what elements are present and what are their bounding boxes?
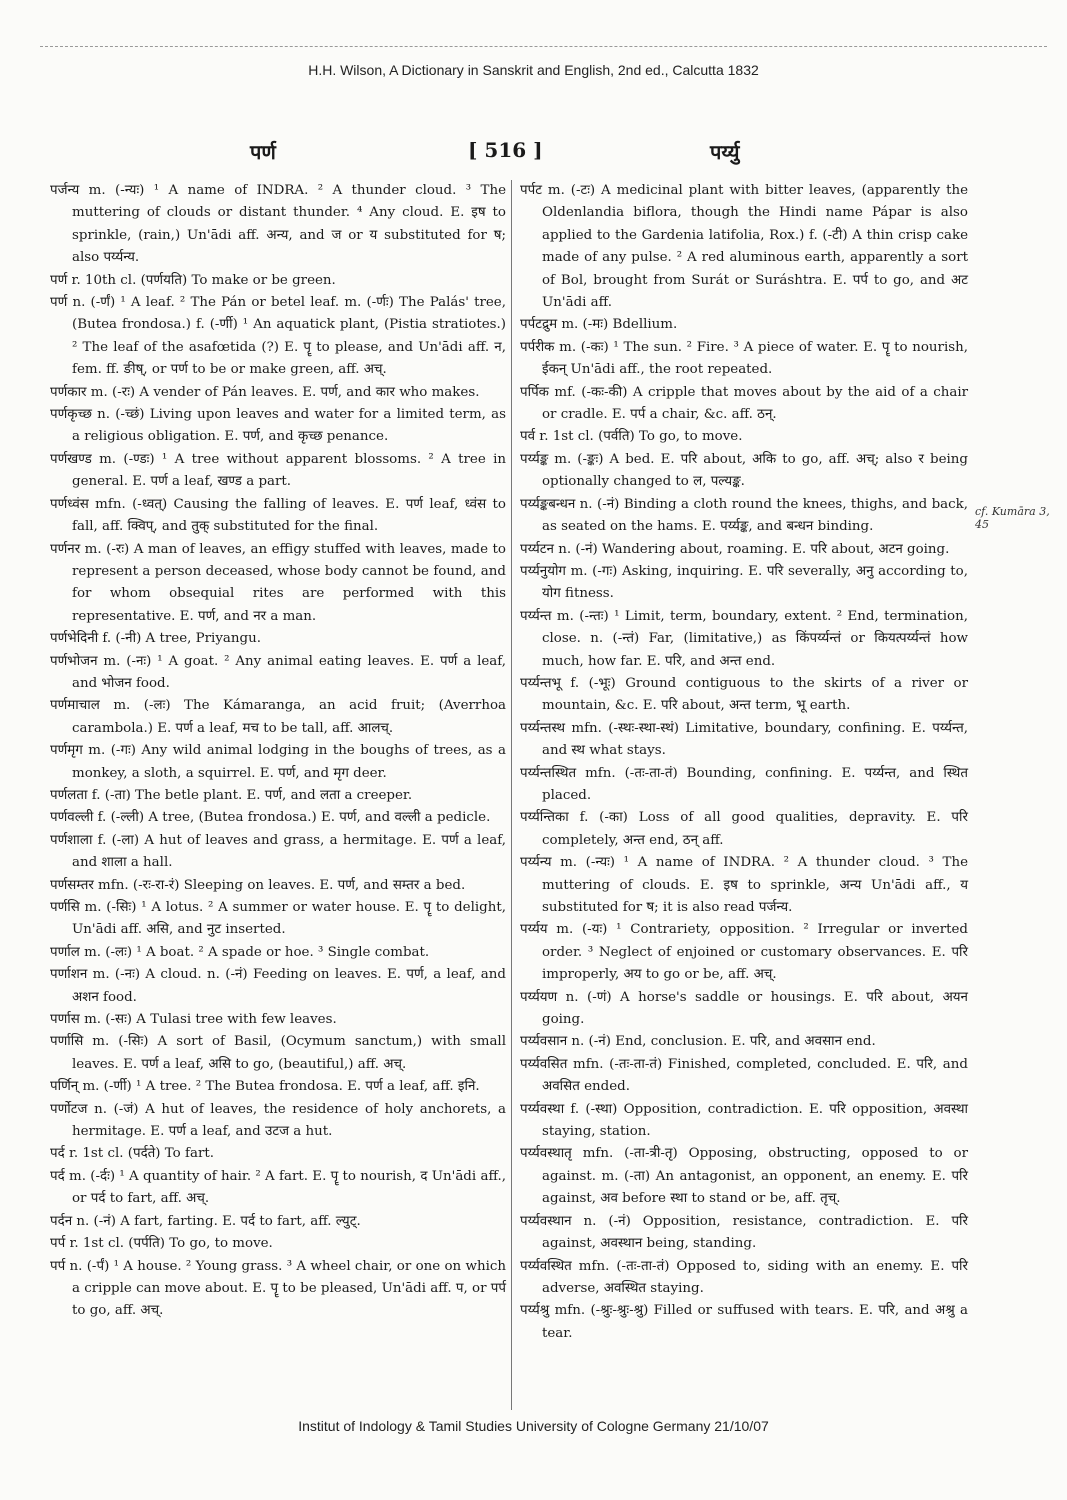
dictionary-entry: पर्य्यन्तस्थ mfn. (-स्थः-स्था-स्थं) Limitative, boundary, confining. E. पर्य्यन्त, and स्थ what stays. <box>520 720 968 759</box>
dictionary-entry: पर्परीक m. (-कः) ¹ The sun. ² Fire. ³ A piece of water. E. पॄ to nourish, ईकन् Un'ādi aff., the root repeated. <box>520 339 968 378</box>
right-column <box>520 180 968 1345</box>
dictionary-entry: पर्णध्वंस mfn. (-ध्वत्) Causing the falling of leaves. E. पर्ण leaf, ध्वंस to fall, aff. क्विप्, and तुक् substituted for the final. <box>50 496 506 535</box>
dictionary-entry: पर्य्यनुयोग m. (-गः) Asking, inquiring. E. परि severally, अनु according to, योग fitness. <box>520 563 968 602</box>
dictionary-entry: पर्णकृच्छ n. (-च्छं) Living upon leaves and water for a limited term, as a religious obligation. E. पर्ण, and कृच्छ penance. <box>50 407 506 445</box>
dictionary-entry: पर्पिक mf. (-कः-की) A cripple that moves about by the aid of a chair or cradle. E. पर्प a chair, &c. aff. ठन्. <box>520 384 968 423</box>
dictionary-entry: पर्य्यङ्कबन्धन n. (-नं) Binding a cloth round the knees, thighs, and back, as seated on the hams. E. पर्य्यङ्क, and बन्धन binding. <box>520 496 968 535</box>
dictionary-entry: पर्पटद्रुम m. (-मः) Bdellium. <box>520 317 678 333</box>
dictionary-entry: पर्य्यवस्था f. (-स्था) Opposition, contradiction. E. परि opposition, अवस्था staying, station. <box>520 1101 968 1140</box>
dictionary-entry: पर्य्ययण n. (-णं) A horse's saddle or housings. E. परि about, अयन going. <box>520 989 968 1028</box>
dictionary-entry: पर्णमृग m. (-गः) Any wild animal lodging in the boughs of trees, as a monkey, a sloth, a squirrel. E. पर्ण, and मृग deer. <box>50 743 506 781</box>
dictionary-entry: पर्ण n. (-र्णं) ¹ A leaf. ² The Pán or betel leaf. m. (-र्णः) The Palás' tree, (Butea frondosa.) f. (-र्णी) ¹ An aquatick plant, (Pistia stratiotes.) ² The leaf of the asafœtida (?) E. पॄ to please, and Un'ādi aff. न, fem. ff. ङीष्, or पर्ण to be or make green, aff. अच्. <box>50 295 506 378</box>
dictionary-entry: पर्णलता f. (-ता) The betle plant. E. पर्ण, and लता a creeper. <box>50 787 413 803</box>
dictionary-entry: पर्णसि m. (-सिः) ¹ A lotus. ² A summer or water house. E. पॄ to delight, Un'ādi aff. असि, and नुट inserted. <box>50 900 506 938</box>
dictionary-entry: पर्य्यश्रु mfn. (-श्रुः-श्रुः-श्रु) Filled or suffused with tears. E. परि, and अश्रु a tear. <box>520 1303 968 1341</box>
dictionary-entry: पर्णोटज n. (-जं) A hut of leaves, the residence of holy anchorets, a hermitage. E. पर्ण a leaf, and उटज a hut. <box>50 1101 506 1140</box>
dictionary-entry: पर्णासि m. (-सिः) A sort of Basil, (Ocymum sanctum,) with small leaves. E. पर्ण a leaf, असि to go, (beautiful,) aff. अच्. <box>50 1034 506 1072</box>
dictionary-entry: पर्णाशन m. (-नः) A cloud. n. (-नं) Feeding on leaves. E. पर्ण, a leaf, and अशन food. <box>50 967 506 1005</box>
footer-note: Institut of Indology & Tamil Studies University of Cologne Germany 21/10/07 <box>298 1418 769 1434</box>
dictionary-entry: पर्य्यन्तभू f. (-भूः) Ground contiguous to the skirts of a river or mountain, &c. E. परि about, अन्त term, भू earth. <box>520 675 968 714</box>
dictionary-entry: पर्णभोजन m. (-नः) ¹ A goat. ² Any animal eating leaves. E. पर्ण a leaf, and भोजन food. <box>50 653 506 691</box>
dictionary-entry: पर्य्यवसान n. (-नं) End, conclusion. E. परि, and अवसान end. <box>520 1034 876 1050</box>
dictionary-entry: पर्णाल m. (-लः) ¹ A boat. ² A spade or hoe. ³ Single combat. <box>50 944 430 960</box>
dictionary-entry: पर्णभेदिनी f. (-नी) A tree, Priyangu. <box>50 631 261 647</box>
dictionary-entry: पर्व r. 1st cl. (पर्वति) To go, to move. <box>520 429 743 445</box>
dictionary-entry: पर्प r. 1st cl. (पर्पति) To go, to move. <box>50 1236 273 1252</box>
dictionary-entry: पर्णमाचाल m. (-लः) The Kámaranga, an acid fruit; (Averrhoa carambola.) E. पर्ण a leaf, मच to be tall, aff. आलच्. <box>50 698 506 736</box>
dictionary-entry: पर्य्यटन n. (-नं) Wandering about, roaming. E. परि about, अटन going. <box>520 541 950 557</box>
source-note: H.H. Wilson, A Dictionary in Sanskrit and English, 2nd ed., Calcutta 1832 <box>308 62 759 78</box>
dictionary-entry: पर्द m. (-र्दः) ¹ A quantity of hair. ² A fart. E. पॄ to nourish, द Un'ādi aff., or पर्द to fart, aff. अच्. <box>50 1168 506 1207</box>
dictionary-entry: पर्प n. (-र्पं) ¹ A house. ² Young grass. ³ A wheel chair, or one on which a cripple can move about. E. पॄ to be pleased, Un'ādi aff. प, or पर्प to go, aff. अच्. <box>50 1258 506 1319</box>
dictionary-entry: पर्दन n. (-नं) A fart, farting. E. पर्द to fart, aff. ल्युट्. <box>50 1213 361 1229</box>
dictionary-entry: पर्य्यन्तिका f. (-का) Loss of all good qualities, depravity. E. परि completely, अन्त end, ठन् aff. <box>520 810 968 848</box>
dictionary-entry: पर्य्यवस्थान n. (-नं) Opposition, resistance, contradiction. E. परि against, अवस्थान being, standing. <box>520 1213 968 1252</box>
left-column <box>50 180 506 1323</box>
column-divider <box>511 180 512 1410</box>
dictionary-entry: पर्पट m. (-टः) A medicinal plant with bitter leaves, (apparently the Oldenlandia biflora, though the Hindi name Pápar is also applied to the Gardenia latifolia, Rox.) f. (-टी) A thin crisp cake made of any pulse. ² A red aluminous earth, apparently a sort of Bol, brought from Surát or Suráshtra. E. पर्प to go, and अट Un'ādi aff. <box>520 183 968 311</box>
dictionary-entry: पर्जन्य m. (-न्यः) ¹ A name of INDRA. ² A thunder cloud. ³ The muttering of clouds or distant thunder. ⁴ Any cloud. E. इष to sprinkle, (rain,) Un'ādi aff. अन्य, and ज or य substituted for ष; also पर्य्यन्य. <box>50 183 506 266</box>
dictionary-entry: पर्य्यवस्थातृ mfn. (-ता-त्री-तृ) Opposing, obstructing, opposed to or against. m. (-ता) An antagonist, an opponent, an enemy. E. परि against, अव before स्था to stand or be, aff. तृच्. <box>520 1146 968 1207</box>
dictionary-entry: पर्य्यवस्थित mfn. (-तः-ता-तं) Opposed to, siding with an enemy. E. परि adverse, अवस्थित staying. <box>520 1258 968 1296</box>
dictionary-entry: पर्य्यय m. (-यः) ¹ Contrariety, opposition. ² Irregular or inverted order. ³ Neglect of enjoined or customary observances. E. परि improperly, अय to go or be, aff. अच्. <box>520 922 968 983</box>
header-left-word: पर्ण <box>250 140 276 164</box>
scan-edge-line <box>40 46 1047 47</box>
dictionary-entry: पर्णवल्ली f. (-ल्ली) A tree, (Butea frondosa.) E. पर्ण, and वल्ली a pedicle. <box>50 810 491 826</box>
dictionary-entry: पर्ण r. 10th cl. (पर्णयति) To make or be green. <box>50 272 336 288</box>
dictionary-entry: पर्णिन् m. (-र्णी) ¹ A tree. ² The Butea frondosa. E. पर्ण a leaf, aff. इनि. <box>50 1079 480 1095</box>
dictionary-entry: पर्णखण्ड m. (-ण्डः) ¹ A tree without apparent blossoms. ² A tree in general. E. पर्ण a leaf, खण्ड a part. <box>50 451 506 490</box>
dictionary-entry: पर्णास m. (-सः) A Tulasi tree with few leaves. <box>50 1012 337 1028</box>
dictionary-entry: पर्य्यन्तस्थित mfn. (-तः-ता-तं) Bounding, confining. E. पर्य्यन्त, and स्थित placed. <box>520 765 968 803</box>
dictionary-entry: पर्य्यन्य m. (-न्यः) ¹ A name of INDRA. ² A thunder cloud. ³ The muttering of clouds. E. इष to sprinkle, अन्य Un'ādi aff., य substituted for ष; it is also read पर्जन्य. <box>520 855 968 915</box>
margin-annotation: cf. Kumāra 3, 45 <box>975 505 1050 531</box>
dictionary-entry: पर्य्यङ्क m. (-ङ्कः) A bed. E. परि about, अकि to go, aff. अच्; also र being optionally changed to ल, पल्यङ्क. <box>520 451 968 490</box>
dictionary-entry: पर्य्यवसित mfn. (-तः-ता-तं) Finished, completed, concluded. E. परि, and अवसित ended. <box>520 1056 968 1095</box>
page-number: [ 516 ] <box>468 138 543 162</box>
dictionary-entry: पर्णसम्तर mfn. (-रः-रा-रं) Sleeping on leaves. E. पर्ण, and सम्तर a bed. <box>50 877 466 893</box>
dictionary-entry: पर्णनर m. (-रः) A man of leaves, an effigy stuffed with leaves, made to represent a person deceased, whose body cannot be found, and for whom obsequial rites are performed with this representative. E. पर्ण, and नर a man. <box>50 541 506 624</box>
dictionary-entry: पर्णशाला f. (-ला) A hut of leaves and grass, a hermitage. E. पर्ण a leaf, and शाला a hall. <box>50 832 506 871</box>
header-right-word: पर्य्यु <box>710 140 740 164</box>
dictionary-entry: पर्णकार m. (-रः) A vender of Pán leaves. E. पर्ण, and कार who makes. <box>50 384 480 400</box>
dictionary-entry: पर्द r. 1st cl. (पर्दते) To fart. <box>50 1146 214 1162</box>
dictionary-entry: पर्य्यन्त m. (-न्तः) ¹ Limit, term, boundary, extent. ² End, termination, close. n. (-न्तं) Far, (limitative,) as किंपर्य्यन्तं or कियत्पर्य्यन्तं how much, how far. E. परि, and अन्त end. <box>520 608 968 669</box>
